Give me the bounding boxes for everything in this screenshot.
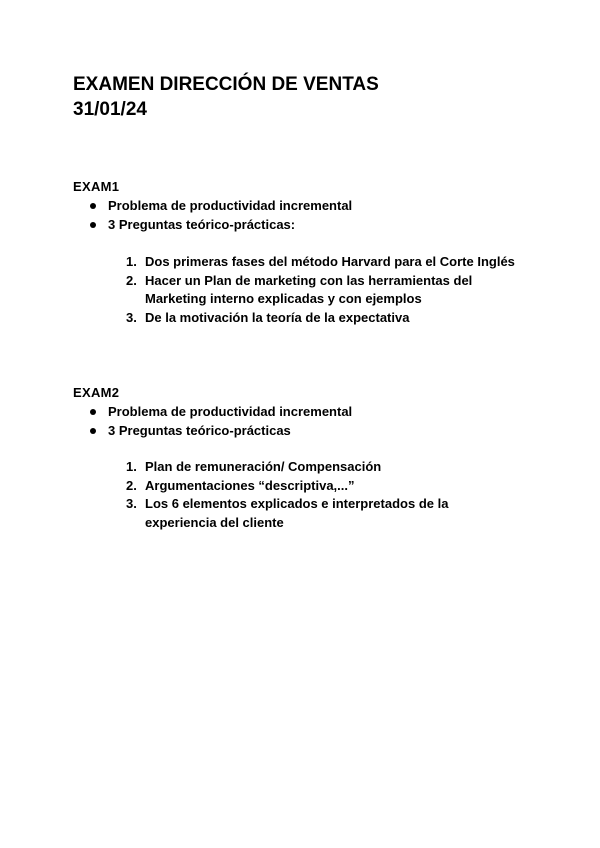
title-date: 31/01/24 <box>73 99 147 120</box>
item-number: 2. <box>126 272 137 288</box>
item-number: 1. <box>126 254 137 269</box>
bullet-icon <box>90 428 96 434</box>
item-number: 1. <box>126 459 137 474</box>
exam1-question-list <box>126 253 516 327</box>
title-line-1: EXAMEN DIRECCIÓN DE VENTAS <box>73 74 379 95</box>
item-text: Dos primeras fases del método Harvard para el Corte Inglés <box>145 254 515 269</box>
list-item <box>126 253 516 272</box>
exam2-bullet-list <box>89 402 352 440</box>
list-item <box>89 421 352 440</box>
document-title <box>73 72 379 122</box>
item-text: Hacer un Plan de marketing con las herramientas del Marketing interno explicadas y con ejemplos <box>145 272 473 306</box>
list-item <box>126 272 516 309</box>
item-text: Argumentaciones “descriptiva,...” <box>145 477 355 493</box>
item-number: 3. <box>126 496 137 511</box>
item-text: Plan de remuneración/ Compensación <box>145 459 382 474</box>
list-item <box>126 458 516 477</box>
bullet-text: Problema de productividad incremental <box>108 404 353 419</box>
bullet-text: 3 Preguntas teórico-prácticas <box>108 423 291 438</box>
bullet-icon <box>90 409 96 415</box>
exam1-label: EXAM1 <box>73 179 120 194</box>
item-number: 3. <box>126 309 137 325</box>
exam2-question-list <box>126 458 516 532</box>
item-number: 2. <box>126 477 137 493</box>
bullet-icon <box>90 203 96 209</box>
item-text: De la motivación la teoría de la expectativa <box>145 309 410 325</box>
list-item <box>89 196 352 215</box>
list-item <box>126 495 516 532</box>
exam1-bullet-list <box>89 196 352 234</box>
list-item <box>126 309 516 328</box>
bullet-text: Problema de productividad incremental <box>108 198 353 213</box>
list-item <box>126 477 516 496</box>
list-item <box>89 402 352 421</box>
exam2-label: EXAM2 <box>73 385 120 400</box>
item-text: Los 6 elementos explicados e interpretados de la experiencia del cliente <box>145 496 449 530</box>
bullet-text: 3 Preguntas teórico-prácticas: <box>108 217 296 232</box>
list-item <box>89 215 352 234</box>
bullet-icon <box>90 222 96 228</box>
